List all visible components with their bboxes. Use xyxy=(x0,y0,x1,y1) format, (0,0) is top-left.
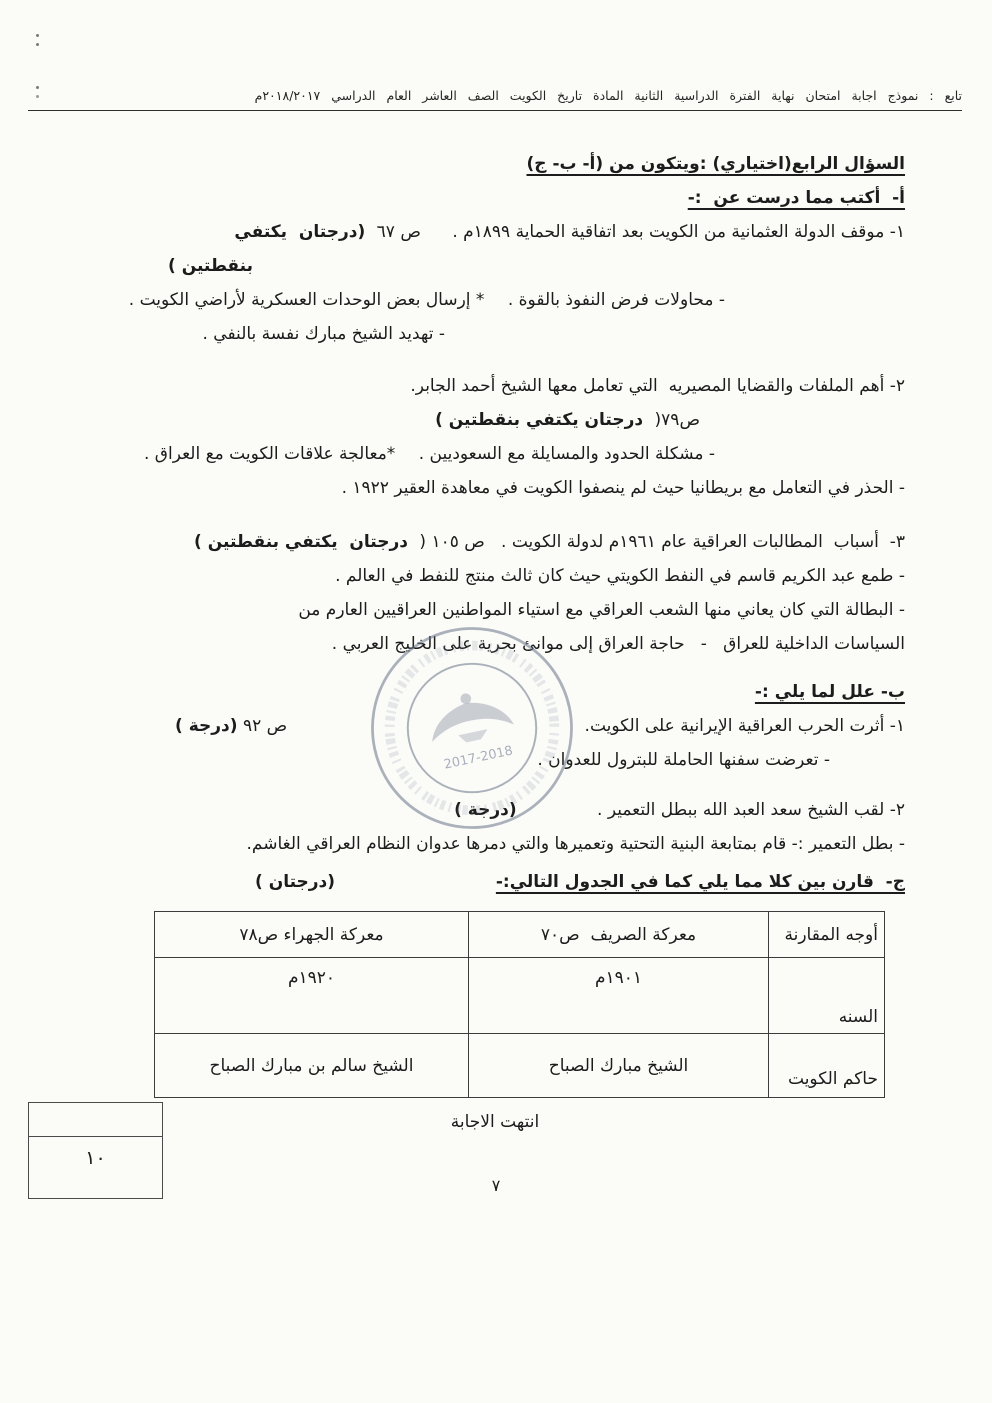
ruler-jahra: الشيخ سالم بن مبارك الصباح xyxy=(155,1034,469,1098)
b-item-2-line xyxy=(85,793,905,827)
scan-artifact xyxy=(36,34,39,37)
document-header: تابع : نموذج اجابة امتحان نهاية الفترة الدراسية الثانية المادة تاريخ الكويت الصف العاشر العام الدراسي ٢٠١٨/٢٠١٧م xyxy=(254,88,962,103)
section-c-heading-line xyxy=(85,865,905,899)
a-item-1-line-1 xyxy=(85,215,905,249)
b-item-1-ref-group xyxy=(175,709,287,743)
section-b-heading: ب- علل لما يلي :- xyxy=(754,682,905,702)
year-jahra: ١٩٢٠م xyxy=(155,958,469,1034)
header-divider xyxy=(28,110,962,111)
a-item-1-line-2 xyxy=(85,249,905,283)
b-item-1-text: ١- أثرت الحرب العراقية الإيرانية على الكويت. xyxy=(584,716,905,736)
a-item-2-page-ref: ص٧٩( xyxy=(654,410,700,430)
a-item-2-line-1: ٢- أهم الملفات والقضايا المصيريه التي تعامل معها الشيخ أحمد الجابر. xyxy=(410,376,905,396)
table-header-aspects: أوجه المقارنة xyxy=(769,912,885,958)
scan-artifact xyxy=(36,86,39,89)
a-item-1-bullet-3: - تهديد الشيخ مبارك نفسة بالنفي . xyxy=(202,324,445,344)
section-c-heading: ج- قارن بين كلا مما يلي كما في الجدول التالي:- xyxy=(495,872,905,892)
a-item-2-bullets xyxy=(85,437,715,471)
end-of-answer-note: انتهت الاجابة xyxy=(450,1112,540,1132)
section-c-mark: (درجتان ) xyxy=(255,872,336,892)
table-header-battle-sarif: معركة الصريف ص٧٠ xyxy=(469,912,769,958)
b-item-1-page-ref: ص ٩٢ xyxy=(242,716,288,736)
a-item-3-marks: درجتان يكتفي بنقطتين ) xyxy=(194,532,409,552)
a-item-2-marks: درجتان يكتفي بنقطتين ) xyxy=(435,410,644,430)
answer-body xyxy=(85,147,905,1132)
a-item-2-line-2 xyxy=(85,403,700,437)
a-item-1-bullet-2: * إرسال بعض الوحدات العسكرية لأراضي الكويت . xyxy=(128,290,485,310)
b-item-2-mark: (درجة ) xyxy=(454,800,517,820)
a-item-1-bullets xyxy=(85,283,725,317)
a-item-3-text: ٣- أسباب المطالبات العراقية عام ١٩٦١م لدولة الكويت . ص ١٠٥ ( xyxy=(419,532,905,552)
b-item-2-text: ٢- لقب الشيخ سعد العبد الله ببطل التعمير . xyxy=(597,800,905,820)
table-row-year xyxy=(155,958,885,1034)
score-value: ١٠ xyxy=(85,1147,106,1169)
a-item-1-text: ١- موقف الدولة العثمانية من الكويت بعد اتفاقية الحماية ١٨٩٩م . xyxy=(452,222,905,242)
a-item-3-line-1 xyxy=(85,525,905,559)
page-number: ٧ xyxy=(491,1176,501,1195)
stamp-year: 2017-2018 xyxy=(442,743,515,773)
a-item-2-bullet-1: - مشكلة الحدود والمسايلة مع السعوديين . xyxy=(418,444,715,464)
question-4-title: السؤال الرابع(اختياري) :ويتكون من (أ- ب- ج) xyxy=(526,154,905,174)
table-row-ruler xyxy=(155,1034,885,1098)
section-a-heading: أ- أكتب مما درست عن :- xyxy=(687,188,905,208)
a-item-1-page-ref: ص ٦٧ xyxy=(376,222,421,242)
b-item-1-mark: (درجة ) xyxy=(175,716,238,736)
b-item-2-answer: - بطل التعمير :- قام بمتابعة البنية التحتية وتعميرها والتي دمرها عدوان النظام العراقي الغاشم. xyxy=(246,834,905,854)
a-item-3-bullet-2-line-1: - البطالة التي كان يعاني منها الشعب العراقي مع استياء المواطنين العراقيين العارم من xyxy=(298,600,905,620)
ruler-sarif: الشيخ مبارك الصباح xyxy=(469,1034,769,1098)
score-box-divider xyxy=(29,1136,162,1137)
a-item-2-bullet-3: - الحذر في التعامل مع بريطانيا حيث لم ينصفوا الكويت في معاهدة العقير ١٩٢٢ . xyxy=(341,478,905,498)
comparison-table xyxy=(154,911,885,1098)
a-item-3-bullet-2-line-2: السياسات الداخلية للعراق - حاجة العراق إلى موانئ بحرية على الخليج العربي . xyxy=(331,634,905,654)
row-label-ruler: حاكم الكويت xyxy=(769,1034,885,1098)
b-item-1-line xyxy=(85,709,905,743)
a-item-1-marks: (درجتان يكتفي xyxy=(234,222,366,242)
table-header-row xyxy=(155,912,885,958)
a-item-2-bullet-2: *معالجة علاقات الكويت مع العراق . xyxy=(143,444,396,464)
year-sarif: ١٩٠١م xyxy=(469,958,769,1034)
b-item-1-answer: - تعرضت سفنها الحاملة للبترول للعدوان . xyxy=(537,750,830,770)
a-item-1-bullet-1: - محاولات فرض النفوذ بالقوة . xyxy=(507,290,725,310)
a-item-1-marks-cont: بنقطتين ) xyxy=(168,256,253,276)
table-header-battle-jahra: معركة الجهراء ص٧٨ xyxy=(155,912,469,958)
row-label-year: السنه xyxy=(769,958,885,1034)
a-item-3-bullet-1: - طمع عبد الكريم قاسم في النفط الكويتي حيث كان ثالث منتج للنفط في العالم . xyxy=(335,566,905,586)
